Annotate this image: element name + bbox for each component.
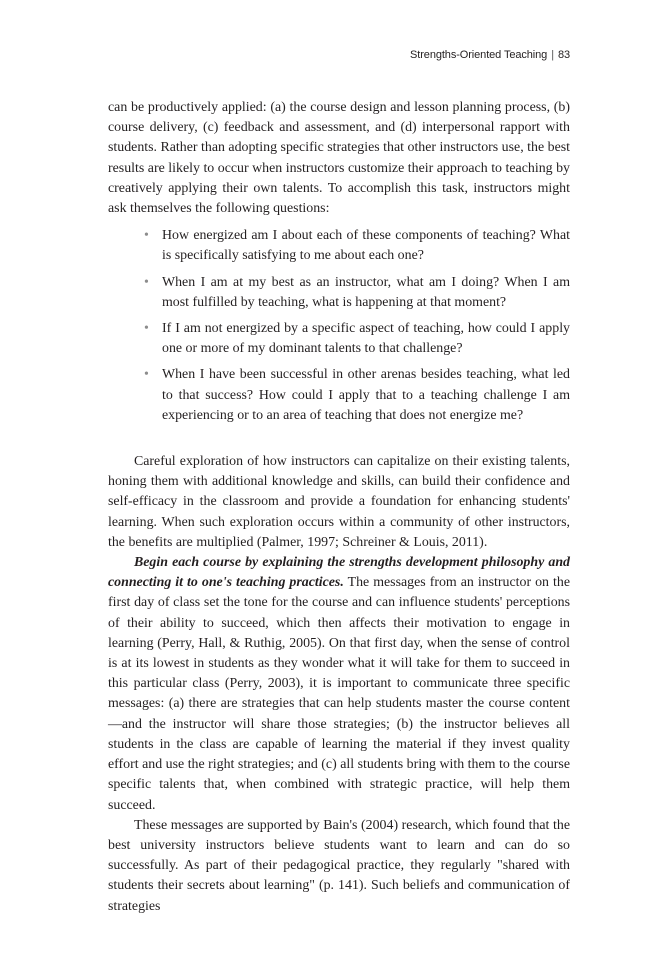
question-item xyxy=(144,319,570,359)
page-number: 83 xyxy=(557,49,570,61)
paragraph-first-day xyxy=(108,553,570,816)
question-item xyxy=(144,226,570,266)
question-list xyxy=(108,226,570,426)
header-separator: | xyxy=(551,49,554,61)
paragraph-first-day-text: The messages from an instructor on the first day of class set the tone for the course and can influence students' perceptions of their ability to succeed, which then affects their motivation to engage in learning (Perry, Hall, & Ruthig, 2005). On that first day, when the sense of control is at its lowest in students as they wonder what it will take for them to succeed in this particular class (Perry, 2003), it is important to communicate three specific messages: (a) there are strategies that can help students master the course content—and the instructor will share those strategies; (b) the instructor believes all students in the class are capable of learning the material if they invest quality effort and use the right strategies; and (c) all students bring with them to the course specific talents that, when combined with strategic practice, will help them succeed. xyxy=(108,575,570,813)
paragraph-exploration: Careful exploration of how instructors can capitalize on their existing talents, honing them with additional knowledge and skills, can build their confidence and self-efficacy in the classroom and provide a foundation for enhancing students' learning. When such exploration occurs within a community of other instructors, the benefits are multiplied (Palmer, 1997; Schreiner & Louis, 2011). xyxy=(108,454,570,550)
question-item xyxy=(144,273,570,313)
bullet-icon: • xyxy=(144,274,149,290)
question-text: How energized am I about each of these components of teaching? What is specifically satisfying to me about each one? xyxy=(162,228,570,264)
page-body xyxy=(108,98,570,917)
question-text: When I have been successful in other arenas besides teaching, what led to that success? How could I apply that to a teaching challenge I am experiencing or to an area of teaching that does not energize me? xyxy=(162,367,570,423)
running-title: Strengths-Oriented Teaching xyxy=(410,49,548,61)
paragraph-intro: can be productively applied: (a) the course design and lesson planning process, (b) course delivery, (c) feedback and assessment, and (d) interpersonal rapport with students. Rather than adopting specific strategies that other instructors use, the best results are likely to occur when instructors customize their approach to teaching by creatively applying their own talents. To accomplish this task, instructors might ask themselves the following questions: xyxy=(108,100,570,217)
question-text: When I am at my best as an instructor, what am I doing? When I am most fulfilled by teaching, what is happening at that moment? xyxy=(162,274,570,310)
section-gap xyxy=(108,432,570,452)
question-item xyxy=(144,365,570,426)
running-header xyxy=(410,49,570,61)
bullet-icon: • xyxy=(144,228,149,244)
paragraph-bain: These messages are supported by Bain's (2004) research, which found that the best university instructors believe students want to learn and can do so successfully. As part of their pedagogical practice, they regularly "shared with students their secrets about learning" (p. 141). Such beliefs and communication of strategies xyxy=(108,817,570,914)
paragraph-lead-heading: Begin each course by explaining the strengths development philosophy and connecting it to one's teaching practices. xyxy=(108,555,570,591)
question-text: If I am not energized by a specific aspect of teaching, how could I apply one or more of my dominant talents to that challenge? xyxy=(162,321,570,357)
bullet-icon: • xyxy=(144,321,149,337)
bullet-icon: • xyxy=(144,367,149,383)
